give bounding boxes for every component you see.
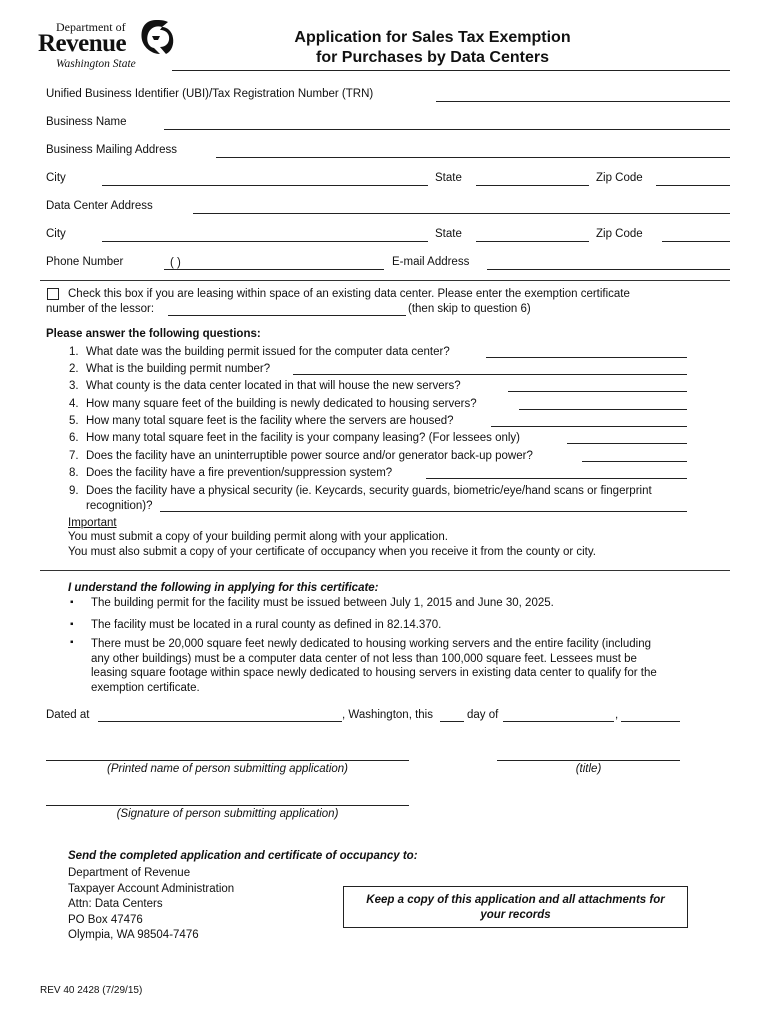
title-line1: Application for Sales Tax Exemption (294, 29, 571, 46)
dated-at-field[interactable] (98, 721, 342, 722)
q4-answer-field[interactable] (519, 409, 687, 410)
ubi-field[interactable] (436, 101, 730, 102)
send-line3: Attn: Data Centers (68, 898, 163, 910)
logo-revenue-text: Revenue (38, 30, 127, 57)
lessee-text-line2-pre: number of the lessor: (46, 303, 155, 315)
q1-number: 1. (69, 346, 79, 358)
logo-state-text: Washington State (56, 58, 136, 70)
day-field[interactable] (440, 721, 464, 722)
important-heading: Important (68, 517, 117, 529)
lessor-certificate-field[interactable] (168, 315, 406, 316)
q6-number: 6. (69, 432, 79, 444)
notice-line2: your records (480, 909, 551, 921)
logo-dept-text: Department of (56, 20, 126, 34)
q2-text: What is the building permit number? (86, 363, 271, 375)
q2-number: 2. (69, 363, 79, 375)
q2-answer-field[interactable] (293, 374, 687, 375)
q7-answer-field[interactable] (582, 461, 687, 462)
phone-area-paren: ( ) (170, 257, 181, 269)
email-label: E-mail Address (392, 256, 470, 268)
signature-caption: (Signature of person submitting application) (116, 808, 339, 820)
city-label: City (46, 172, 66, 184)
dc-zip-field[interactable] (662, 241, 730, 242)
data-center-address-label: Data Center Address (46, 200, 153, 212)
dated-at-label: Dated at (46, 709, 90, 721)
important-line2: You must also submit a copy of your certificate of occupancy when you receive it from the county or city. (68, 546, 596, 558)
bullet-1-marker: ▪ (70, 597, 74, 608)
city-field[interactable] (102, 185, 428, 186)
bullet-2-marker: ▪ (70, 619, 74, 630)
lessee-checkbox[interactable] (47, 288, 59, 300)
send-heading: Send the completed application and certificate of occupancy to: (68, 850, 418, 862)
year-field[interactable] (621, 721, 680, 722)
ubi-label: Unified Business Identifier (UBI)/Tax Registration Number (TRN) (46, 88, 374, 100)
printed-name-caption: (Printed name of person submitting application) (107, 763, 348, 775)
dor-logo (38, 18, 178, 74)
day-of-label: day of (467, 709, 499, 721)
dc-city-label: City (46, 228, 66, 240)
q5-text: How many total square feet is the facility where the servers are housed? (86, 415, 454, 427)
q4-number: 4. (69, 398, 79, 410)
section-divider-1 (40, 280, 730, 281)
q8-answer-field[interactable] (426, 478, 687, 479)
phone-field[interactable] (164, 269, 384, 270)
q9-number: 9. (69, 485, 79, 497)
q6-answer-field[interactable] (567, 443, 687, 444)
zip-label: Zip Code (596, 172, 643, 184)
revenue-swirl-icon (138, 18, 174, 58)
q3-text: What county is the data center located in that will house the new servers? (86, 380, 461, 392)
printed-name-field[interactable] (46, 760, 409, 761)
bullet-3-marker: ▪ (70, 637, 74, 648)
q1-answer-field[interactable] (486, 357, 687, 358)
email-field[interactable] (487, 269, 730, 270)
q5-answer-field[interactable] (491, 426, 687, 427)
title-caption: (title) (575, 763, 602, 775)
form-number: REV 40 2428 (7/29/15) (40, 985, 143, 996)
q1-text: What date was the building permit issued for the computer data center? (86, 346, 450, 358)
mailing-address-field[interactable] (216, 157, 730, 158)
q9-text-cont: recognition)? (86, 500, 153, 512)
mailing-address-label: Business Mailing Address (46, 144, 178, 156)
q6-text: How many total square feet in the facility is your company leasing? (For lessees only) (86, 432, 521, 444)
lessee-text-line2-post: (then skip to question 6) (408, 303, 531, 315)
title-line2: for Purchases by Data Centers (316, 49, 549, 66)
zip-field[interactable] (656, 185, 730, 186)
state-field[interactable] (476, 185, 589, 186)
washington-this-label: , Washington, this (342, 709, 433, 721)
q3-answer-field[interactable] (508, 391, 687, 392)
lessee-text-line1: Check this box if you are leasing within space of an existing data center. Please enter the exemption certificate (68, 288, 630, 300)
understand-heading: I understand the following in applying for this certificate: (68, 582, 379, 594)
keep-copy-notice (343, 886, 688, 928)
page-title (250, 28, 615, 68)
dc-city-field[interactable] (102, 241, 428, 242)
date-comma: , (615, 709, 619, 721)
title-field[interactable] (497, 760, 680, 761)
q9-text: Does the facility have a physical security (ie. Keycards, security guards, biometric/eye/hand scans or fingerprint (86, 485, 652, 497)
state-label: State (435, 172, 462, 184)
q5-number: 5. (69, 415, 79, 427)
dc-zip-label: Zip Code (596, 228, 643, 240)
section-divider-2 (40, 570, 730, 571)
questions-heading: Please answer the following questions: (46, 328, 261, 340)
q8-number: 8. (69, 467, 79, 479)
important-line1: You must submit a copy of your building permit along with your application. (68, 531, 448, 543)
dc-state-field[interactable] (476, 241, 589, 242)
header-rule (172, 70, 730, 71)
q7-number: 7. (69, 450, 79, 462)
notice-line1: Keep a copy of this application and all attachments for (366, 894, 665, 906)
bullet-2-text: The facility must be located in a rural county as defined in 82.14.370. (91, 619, 442, 631)
q9-answer-field[interactable] (160, 511, 687, 512)
send-line4: PO Box 47476 (68, 913, 143, 926)
data-center-address-field[interactable] (193, 213, 730, 214)
phone-label: Phone Number (46, 256, 124, 268)
business-name-label: Business Name (46, 116, 127, 128)
dc-state-label: State (435, 228, 462, 240)
bullet-3-line2: any other buildings) must be a computer data center of not less than 100,000 square feet. Lessees must be (91, 652, 637, 665)
month-field[interactable] (503, 721, 614, 722)
bullet-3-line4: exemption certificate. (91, 681, 200, 694)
q3-number: 3. (69, 380, 79, 392)
send-line2: Taxpayer Account Administration (68, 882, 235, 895)
signature-field[interactable] (46, 805, 409, 806)
q7-text: Does the facility have an uninterruptible power source and/or generator back-up power? (86, 450, 533, 462)
send-line5: Olympia, WA 98504-7476 (68, 929, 199, 941)
bullet-3-line1: There must be 20,000 square feet newly dedicated to housing working servers and the entire facility (including (91, 638, 651, 650)
q4-text: How many square feet of the building is newly dedicated to housing servers? (86, 398, 477, 410)
bullet-1-text: The building permit for the facility must be issued between July 1, 2015 and June 30, 2025. (91, 597, 554, 609)
send-line1: Department of Revenue (68, 867, 191, 879)
business-name-field[interactable] (164, 129, 730, 130)
bullet-3-text (91, 637, 721, 695)
bullet-3-line3: leasing square footage within space newly dedicated to housing servers in existing data center to qualify for the (91, 667, 657, 679)
q8-text: Does the facility have a fire prevention/suppression system? (86, 467, 393, 479)
mailing-address-block (68, 866, 234, 944)
